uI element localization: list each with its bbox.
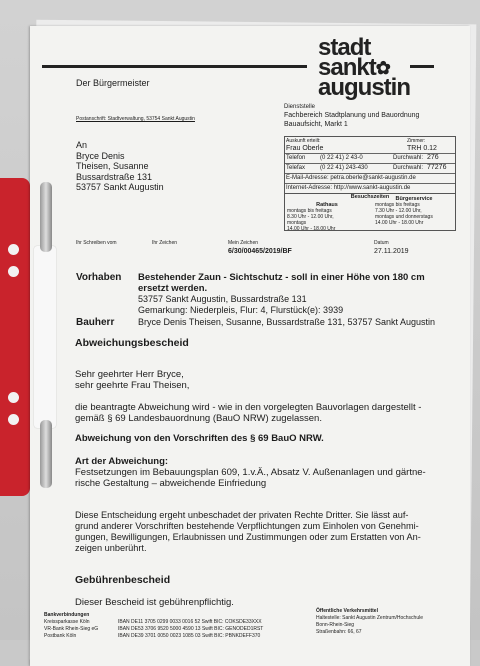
greeting: Sehr geehrter Herr Bryce, sehr geehrte Frau Theisen, [75, 369, 190, 391]
paragraph-rights: Diese Entscheidung ergeht unbeschadet der privaten Rechte Dritter. Sie lässt auf- grund anderer Vorschriften bestehende Verpflichtungen zum Einholen von Genehmi- gungen, Bewilligungen, Erlaubnissen und Zustimmungen oder zum Erstatten von An- zeigen unberührt. [75, 510, 421, 553]
fax-value: (0 22 41) 243-430 [320, 165, 368, 171]
room-value: TRH 0.12 [407, 145, 437, 152]
rathaus-line: 14.00 Uhr - 18.00 Uhr [287, 226, 336, 232]
opening-hours-box [284, 193, 456, 231]
vorhaben-title: Bestehender Zaun - Sichtschutz - soll in einer Höhe von 180 cm [138, 272, 425, 283]
flower-icon: ✿ [375, 58, 390, 78]
project-address: 53757 Sankt Augustin, Bussardstraße 131 [138, 294, 307, 304]
contact-box [284, 136, 456, 194]
phone-label: Telefon [286, 155, 306, 161]
paragraph-approval: die beantragte Abweichung wird - wie in den vorgelegten Bauvorlagen dargestellt - gemäß § 69 Landesbauordnung (BauO NRW) zugelassen. [75, 402, 422, 424]
rule-line: Abweichung von den Vorschriften des § 69 BauO NRW. [75, 433, 324, 444]
paragraph-art: Art der Abweichung: Festsetzungen im Bebauungsplan 609, 1.v.Ä., Absatz V. Außenanlagen und gärtne- rische Gestaltung – abweichende Einfriedung [75, 456, 426, 489]
metal-fastener-top [40, 182, 52, 252]
fee-text: Dieser Bescheid ist gebührenpflichtig. [75, 597, 234, 608]
date-label: Datum [374, 240, 389, 246]
city-logo: stadt sankt✿ augustin [318, 34, 410, 101]
fax-ext-value: 77276 [427, 164, 447, 171]
office-line1: Fachbereich Stadtplanung und Bauordnung [284, 112, 420, 119]
web-line: Internet-Adresse: http://www.sankt-augustin.de [286, 185, 411, 191]
fax-ext-label: Durchwahl: [393, 165, 424, 171]
service-title: Bürgerservice [395, 196, 433, 202]
header-rule [42, 65, 307, 68]
rathaus-title: Rathaus [316, 202, 338, 208]
email-line: E-Mail-Adresse: petra.oberle@sankt-augustin.de [286, 175, 416, 181]
bauherr-label: Bauherr [76, 317, 115, 328]
bank-names: Bankverbindungen Kreissparkasse Köln VR-Bank Rhein-Sieg eG Postbank Köln [44, 612, 99, 639]
heading-abweichungsbescheid: Abweichungsbescheid [75, 337, 189, 349]
room-label: Zimmer: [407, 138, 426, 144]
heading-gebuehrenbescheid: Gebührenbescheid [75, 574, 171, 586]
service-line: 7.30 Uhr - 12.00 Uhr, [375, 208, 422, 214]
my-ref-value: 6/30/00465/2019/BF [228, 248, 292, 255]
department-title: Der Bürgermeister [76, 78, 150, 88]
service-line: montags und donnerstags [375, 214, 433, 220]
service-line: 14.00 Uhr - 18.00 Uhr [375, 220, 424, 226]
gemarkung: Gemarkung: Niederpleis, Flur: 4, Flurstück(e): 3939 [138, 305, 344, 315]
hours-title: Besuchszeiten [350, 194, 390, 200]
contact-value: Frau Oberle [286, 145, 324, 152]
transit-info: Öffentliche Verkehrsmittel Haltestelle: Sankt Augustin Zentrum/Hochschule Bonn-Rhein-Sieg Straßenbahn: 66, 67 [316, 608, 423, 635]
my-ref-label: Mein Zeichen [228, 240, 259, 246]
phone-ext-label: Durchwahl: [393, 155, 424, 161]
phone-ext-value: 276 [427, 154, 439, 161]
phone-value: (0 22 41) 2 43-0 [320, 155, 363, 161]
vorhaben-label: Vorhaben [76, 272, 122, 283]
rathaus-line: 8.30 Uhr - 12.00 Uhr, [287, 214, 334, 220]
rathaus-line: montags bis freitags [287, 208, 332, 214]
date-value: 27.11.2019 [374, 248, 409, 255]
recipient-address: An Bryce Denis Theisen, Susanne Bussardstraße 131 53757 Sankt Augustin [76, 140, 164, 192]
your-ref-label: Ihr Zeichen [152, 240, 178, 246]
metal-fastener-bottom [40, 420, 52, 488]
rathaus-line: montags [287, 220, 307, 226]
service-line: montags bis freitags [375, 202, 420, 208]
header-rule-right [410, 65, 434, 68]
folder-tab [34, 246, 56, 428]
contact-label: Auskunft erteilt: [286, 138, 321, 144]
postal-line: Postanschrift: Stadtverwaltung, 53754 Sankt Augustin [76, 116, 195, 122]
office-label: Dienststelle [284, 104, 316, 110]
office-line2: Bauaufsicht, Markt 1 [284, 121, 348, 128]
red-folder-cover [0, 178, 30, 496]
vorhaben-title-cont: ersetzt werden. [138, 283, 208, 294]
fax-label: Telefax [286, 165, 306, 171]
bank-iban-list: IBAN DE11 3705 0299 0033 0016 52 Swift BIC: COKSDE33XXX IBAN DE53 3706 9520 5000 4590 13 Swift BIC: GENODED1RST IBAN DE39 3701 0050 0023 1085 03 Swift BIC: PBNKDEFF370 [118, 619, 264, 639]
bauherr-value: Bryce Denis Theisen, Susanne, Bussardstraße 131, 53757 Sankt Augustin [138, 317, 436, 327]
your-letter-label: Ihr Schreiben vom [76, 240, 117, 246]
